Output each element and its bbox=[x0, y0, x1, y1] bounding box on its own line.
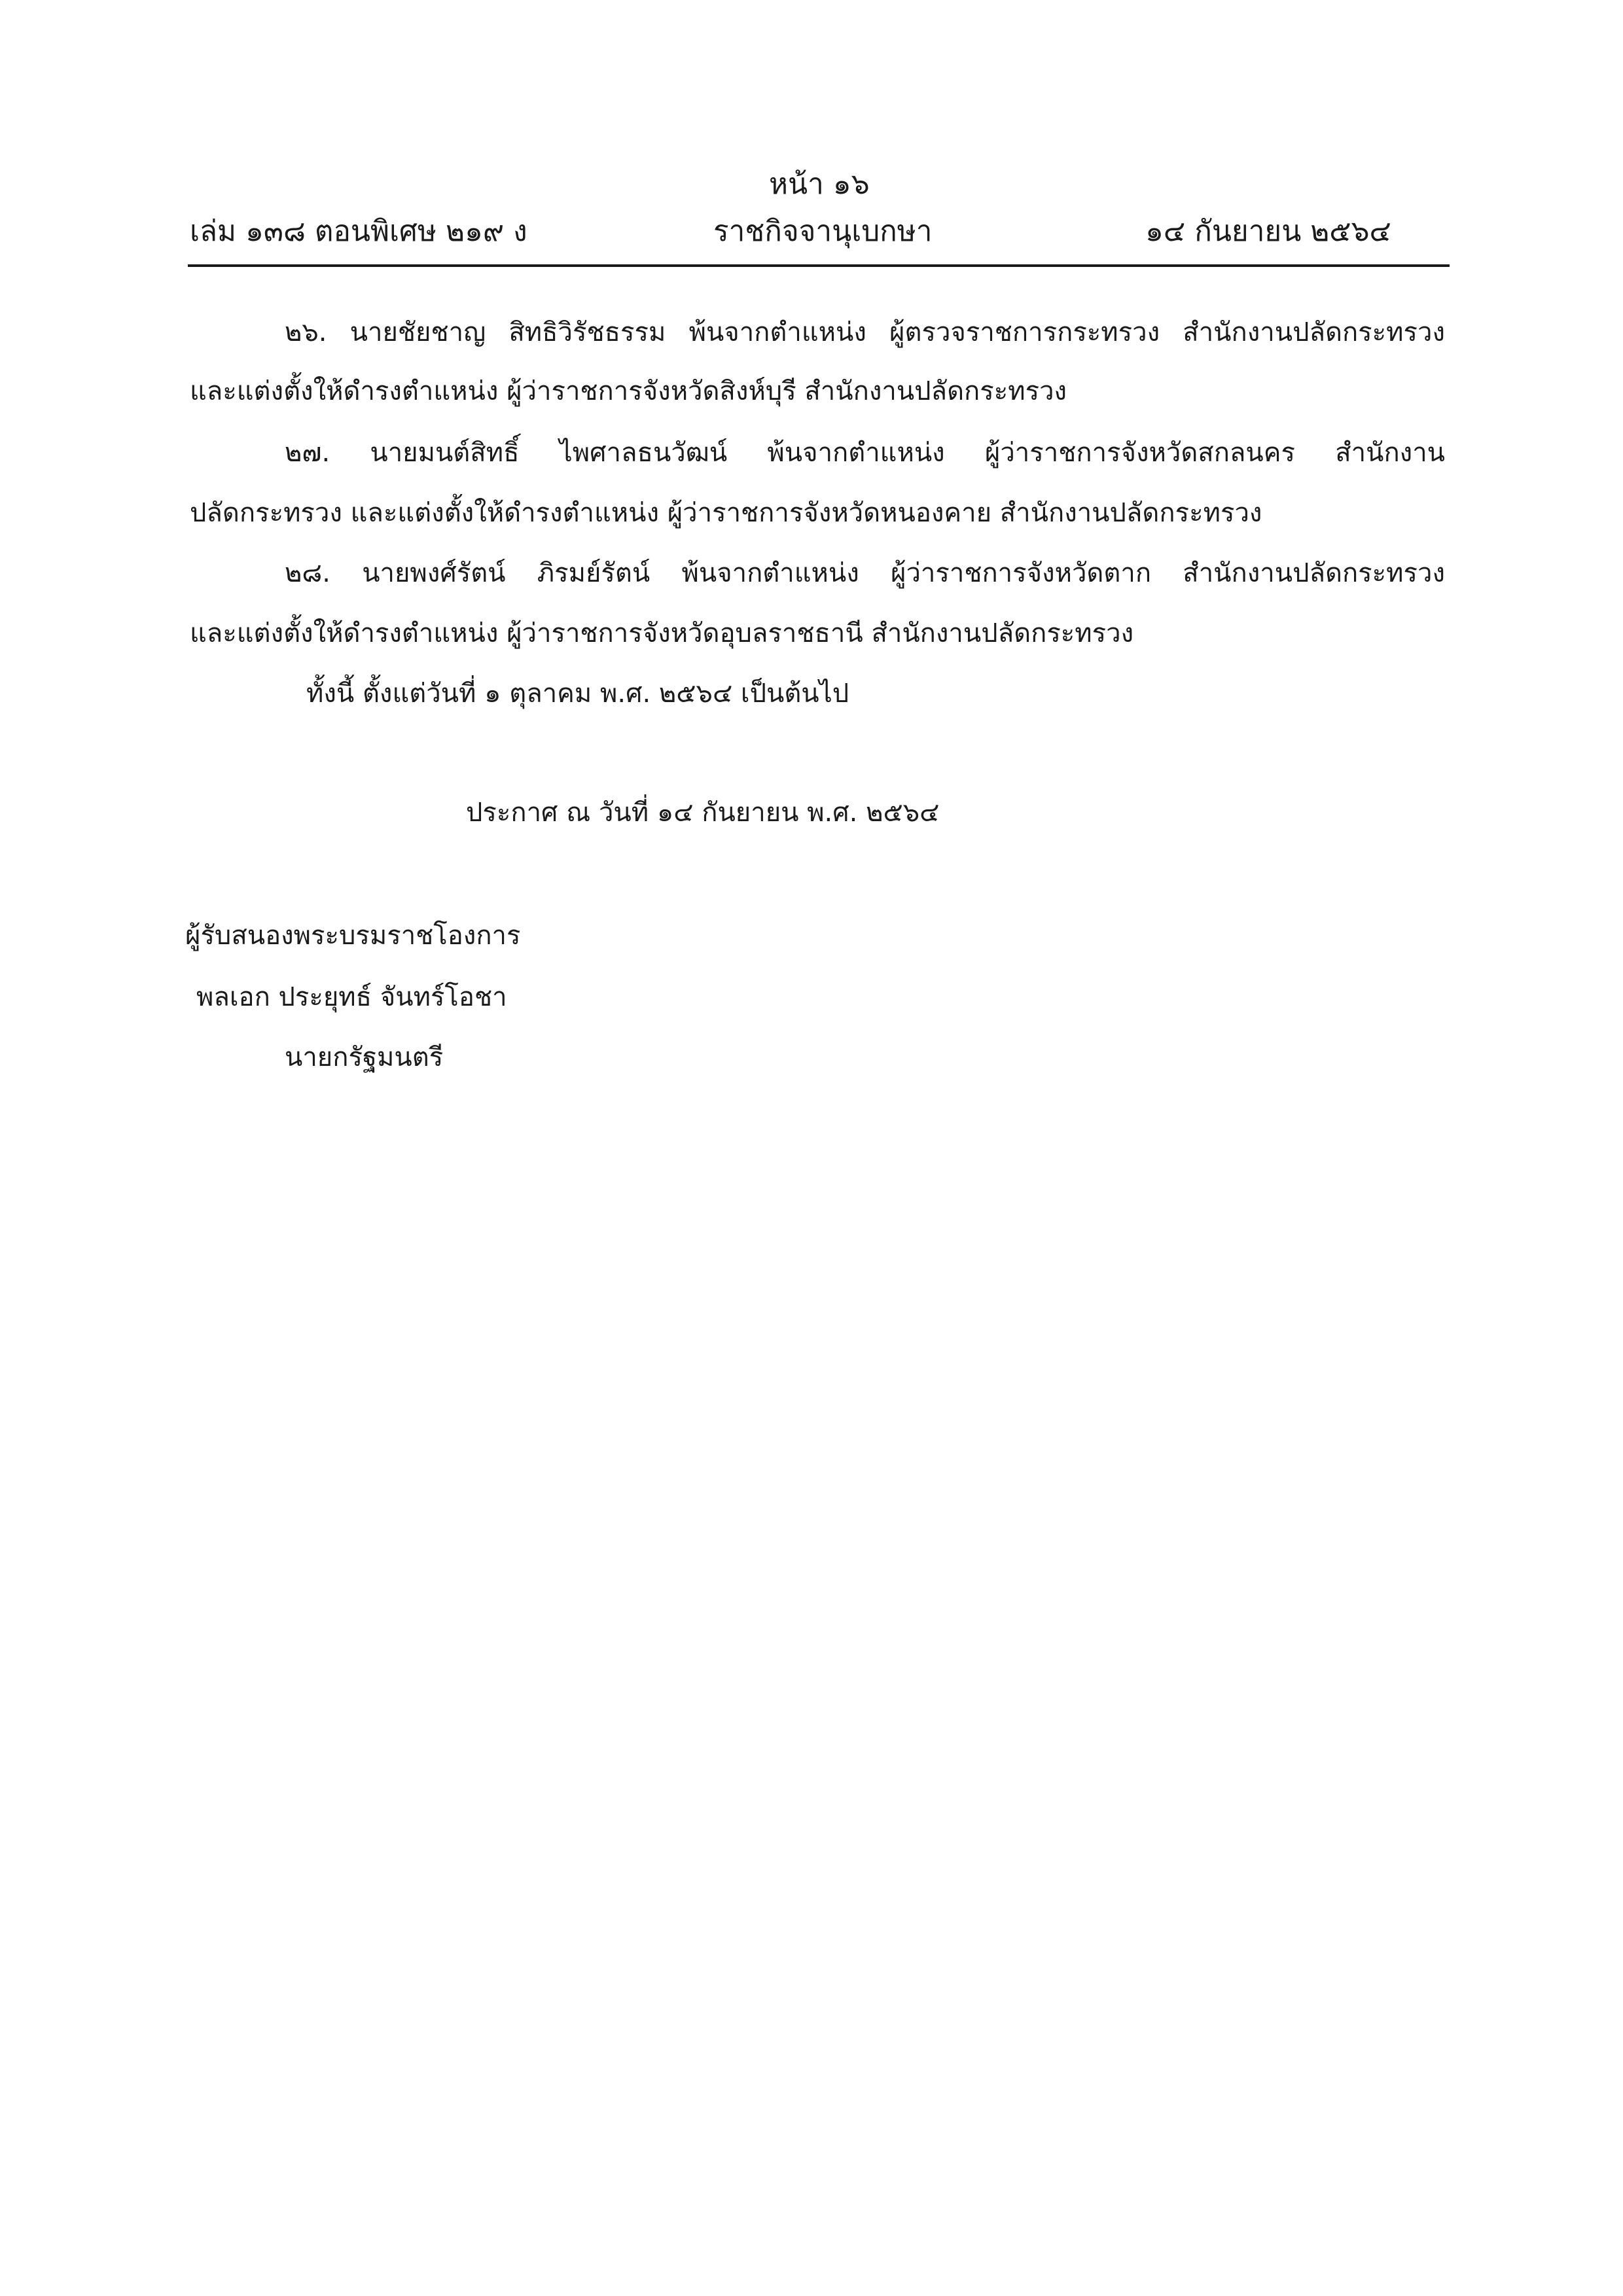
volume-issue: เล่ม ๑๓๘ ตอนพิเศษ ๒๑๙ ง bbox=[190, 215, 527, 248]
effective-date-line: ทั้งนี้ ตั้งแต่วันที่ ๑ ตุลาคม พ.ศ. ๒๕๖๔ เป็นต้นไป bbox=[306, 679, 849, 709]
appointment-item-28-line2: และแต่งตั้งให้ดำรงตำแหน่ง ผู้ว่าราชการจังหวัดอุบลราชธานี สำนักงานปลัดกระทรวง bbox=[190, 618, 1134, 648]
countersign-line: ผู้รับสนองพระบรมราชโองการ bbox=[185, 921, 521, 951]
appointment-item-27-line2: ปลัดกระทรวง และแต่งตั้งให้ดำรงตำแหน่ง ผู้ว่าราชการจังหวัดหนองคาย สำนักงานปลัดกระทรวง bbox=[190, 498, 1262, 528]
announcement-date-line: ประกาศ ณ วันที่ ๑๔ กันยายน พ.ศ. ๒๕๖๔ bbox=[466, 798, 940, 828]
signatory-title: นายกรัฐมนตรี bbox=[285, 1042, 444, 1072]
appointment-item-26-line1: ๒๖. นายชัยชาญ สิทธิวิรัชธรรม พ้นจากตำแหน่ง ผู้ตรวจราชการกระทรวง สำนักงานปลัดกระทรวง bbox=[285, 317, 1445, 347]
signatory-name: พลเอก ประยุทธ์ จันทร์โอชา bbox=[196, 982, 507, 1012]
page-number: หน้า ๑๖ bbox=[769, 168, 870, 201]
appointment-item-26-line2: และแต่งตั้งให้ดำรงตำแหน่ง ผู้ว่าราชการจังหวัดสิงห์บุรี สำนักงานปลัดกระทรวง bbox=[190, 376, 1067, 406]
publication-name: ราชกิจจานุเบกษา bbox=[713, 215, 933, 248]
publication-date: ๑๔ กันยายน ๒๕๖๔ bbox=[1145, 215, 1391, 248]
appointment-item-27-line1: ๒๗. นายมนต์สิทธิ์ ไพศาลธนวัฒน์ พ้นจากตำแหน่ง ผู้ว่าราชการจังหวัดสกลนคร สำนักงาน bbox=[285, 438, 1445, 468]
header-rule bbox=[188, 264, 1450, 267]
appointment-item-28-line1: ๒๘. นายพงศ์รัตน์ ภิรมย์รัตน์ พ้นจากตำแหน่ง ผู้ว่าราชการจังหวัดตาก สำนักงานปลัดกระทรวง bbox=[285, 558, 1445, 588]
